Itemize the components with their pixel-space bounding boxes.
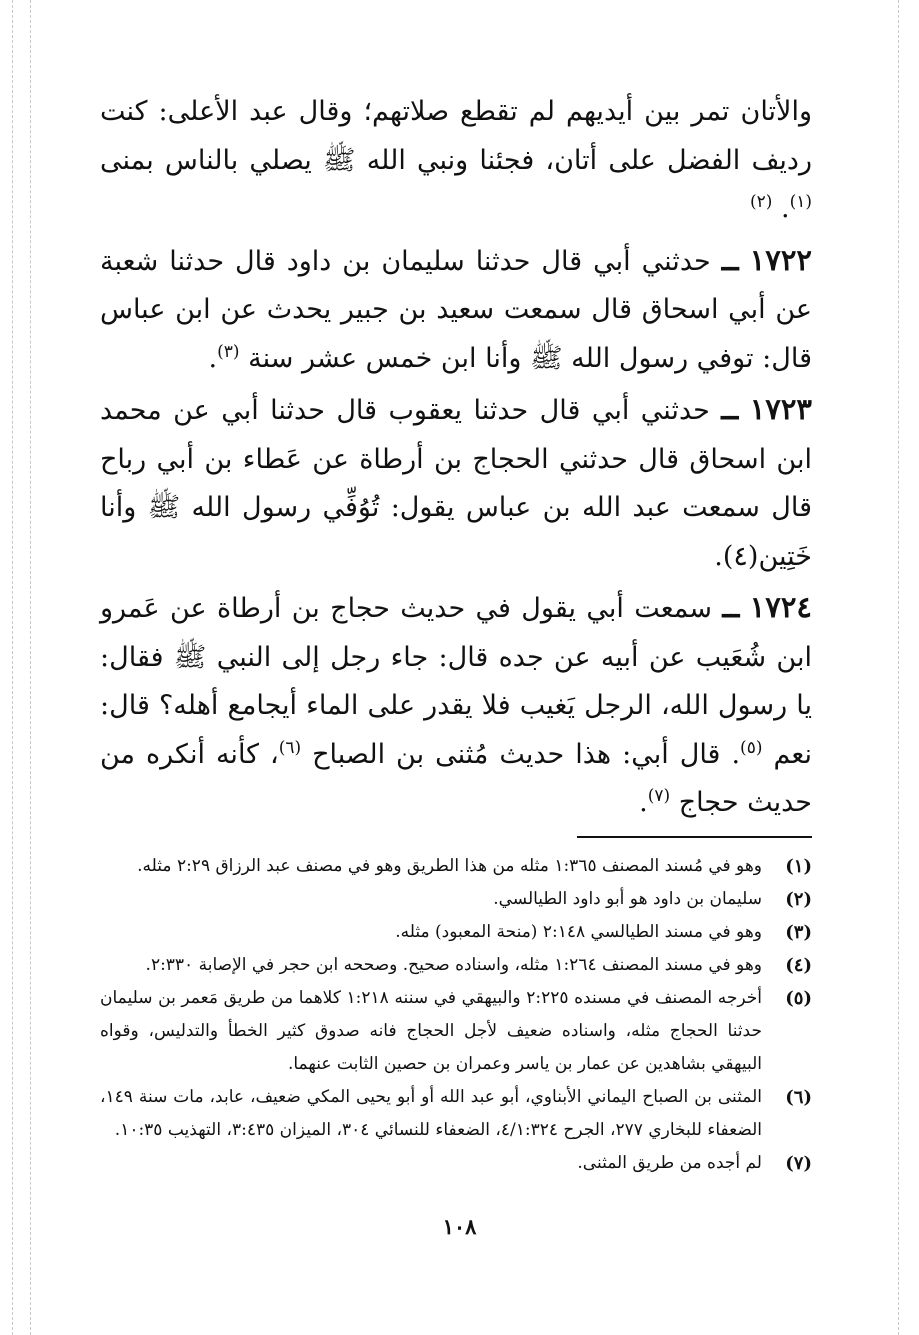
footnote-separator [577, 836, 812, 838]
scan-margin-line-right [898, 0, 899, 1335]
footnote-text: أخرجه المصنف في مسنده ٢:٢٢٥ والبيهقي في سننه ١:٢١٨ كلاهما من طريق مَعمر بن سليمان حدثنا الحجاج مثله، واسناده ضعيف لأجل الحجاج فانه صدوق كثير الخطأ والتدليس، وقواه البيهقي بشاهدين عن عمار بن ياسر وعمران بن حصين الثابت عنهما. [100, 987, 762, 1074]
footnote-number: (١) [785, 855, 812, 877]
footnote-text: سليمان بن داود هو أبو داود الطيالسي. [493, 888, 762, 909]
footnote-item-4 [100, 949, 812, 982]
footnote-item-5 [100, 982, 812, 1081]
hadith-number: ١٧٢٢ [749, 242, 812, 277]
hadith-dash: ــ [721, 392, 739, 426]
hadith-1722: ١٧٢٢ ــ حدثني أبي قال حدثنا سليمان بن داود قال حدثنا شعبة عن أبي اسحاق قال سمعت سعيد بن جبير يحدث عن ابن عباس قال: توفي رسول الله ﷺ وأنا ابن خمس عشر سنة $^{(٣)}$. [100, 242, 812, 374]
book-page [100, 88, 812, 1180]
hadith-number: ١٧٢٣ [749, 392, 812, 426]
footnote-text: لم أجده من طريق المثنى. [577, 1152, 762, 1173]
footnote-ref-7[interactable]: (٧) [647, 786, 671, 806]
hadith-text-part-1: سمعت أبي يقول في حديث حجاج بن أرطاة عن عَمرو ابن شُعَيب عن أبيه عن جده قال: جاء رجل إلى النبي ﷺ فقال: يا رسول الله، الرجل يَغيب فلا يقدر على الماء أيجامع أهله؟ قال: نعم [100, 593, 812, 770]
scan-margin-line-left-2 [30, 0, 31, 1335]
main-text [100, 88, 812, 828]
footnote-item-3 [100, 916, 812, 949]
footnote-number: (٦) [785, 1086, 812, 1108]
footnote-text: وهو في مسند الطيالسي ٢:١٤٨ (منحة المعبود) مثله. [395, 921, 762, 942]
footnote-ref-5[interactable]: (٥) [740, 737, 763, 758]
hadith-text: حدثني أبي قال حدثنا سليمان بن داود قال حدثنا شعبة عن أبي اسحاق قال سمعت سعيد بن جبير يحدث عن ابن عباس قال: توفي رسول الله ﷺ وأنا ابن خمس عشر سنة [100, 245, 812, 374]
footnote-number: (٣) [785, 921, 812, 943]
footnote-text: وهو في مُسند المصنف ١:٣٦٥ مثله من هذا الطريق وهو في مصنف عبد الرزاق ٢:٢٩ مثله. [137, 855, 762, 876]
footnote-item-1 [100, 850, 812, 883]
footnote-text: المثنى بن الصباح اليماني الأبناوي، أبو عبد الله أو أبو يحيى المكي ضعيف، عابد، مات سنة ١٤٩، الضعفاء للبخاري ٢٧٧، الجرح ٤/١:٣٢٤، الضعفاء للنسائي ٣٠٤، الميزان ٣:٤٣٥، التهذيب ١٠:٣٥. [100, 1086, 762, 1140]
footnote-ref-2[interactable]: (٢) [749, 192, 773, 212]
footnote-ref-1[interactable]: (١) [789, 192, 812, 212]
footnote-number: (٧) [785, 1152, 812, 1174]
footnote-ref-3[interactable]: (٣) [217, 341, 240, 362]
footnote-text: وهو في مسند المصنف ١:٢٦٤ مثله، واسناده صحيح. وصححه ابن حجر في الإصابة ٢:٣٣٠. [145, 954, 762, 975]
footnotes [100, 850, 812, 1180]
hadith-1724: ١٧٢٤ ــ سمعت أبي يقول في حديث حجاج بن أرطاة عن عَمرو ابن شُعَيب عن أبيه عن جده قال: جاء رجل إلى النبي ﷺ فقال: يا رسول الله، الرجل يَغيب فلا يقدر على الماء أيجامع أهله؟ قال: نعم $^{(٥)}$. قال أبي: هذا حديث مُثنى بن الصباح $^{(٦)}$، كأنه أنكره من حديث حجاج $^{(٧)}$. [100, 590, 812, 818]
intro-text: والأتان تمر بين أيديهم لم تقطع صلاتهم؛ وقال عبد الأعلى: كنت رديف الفضل على أتان، فجئنا ونبي الله ﷺ يصلي بالناس بمنى [100, 96, 812, 176]
hadith-text: حدثني أبي قال حدثنا يعقوب قال حدثنا أبي عن محمد ابن اسحاق قال حدثني الحجاج بن أرطاة عن عَطاء بن أبي رباح قال سمعت عبد الله بن عباس يقول: تُوُفِّي رسول الله ﷺ وأنا خَتِين [100, 395, 812, 572]
hadith-1723: ١٧٢٣ ــ حدثني أبي قال حدثنا يعقوب قال حدثنا أبي عن محمد ابن اسحاق قال حدثني الحجاج بن أرطاة عن عَطاء بن أبي رباح قال سمعت عبد الله بن عباس يقول: تُوُفِّي رسول الله ﷺ وأنا خَتِين(٤). [100, 392, 812, 572]
hadith-dash: ــ [721, 242, 739, 277]
hadith-dash: ــ [722, 590, 740, 624]
footnote-number: (٥) [785, 987, 812, 1009]
footnote-ref-6[interactable]: (٦) [278, 737, 302, 758]
footnote-item-2 [100, 883, 812, 916]
footnote-ref-4[interactable]: (٤) [722, 540, 759, 572]
page-number: ١٠٨ [442, 1214, 477, 1239]
hadith-number: ١٧٢٤ [749, 590, 812, 624]
footnote-item-6 [100, 1081, 812, 1147]
scan-margin-line-left [12, 0, 13, 1335]
footnote-number: (٤) [785, 954, 812, 976]
hadith-text-part-2: قال أبي: هذا حديث مُثنى بن الصباح [312, 738, 721, 770]
footnote-item-7 [100, 1147, 812, 1180]
footnote-number: (٢) [785, 888, 812, 910]
hadith-text-part-3: ، كأنه أنكره من حديث حجاج [100, 738, 812, 818]
intro-paragraph: والأتان تمر بين أيديهم لم تقطع صلاتهم؛ وقال عبد الأعلى: كنت رديف الفضل على أتان، فجئنا ونبي الله ﷺ يصلي بالناس بمنى $^{(١)}$. $^{(٢)}$ [100, 96, 812, 224]
